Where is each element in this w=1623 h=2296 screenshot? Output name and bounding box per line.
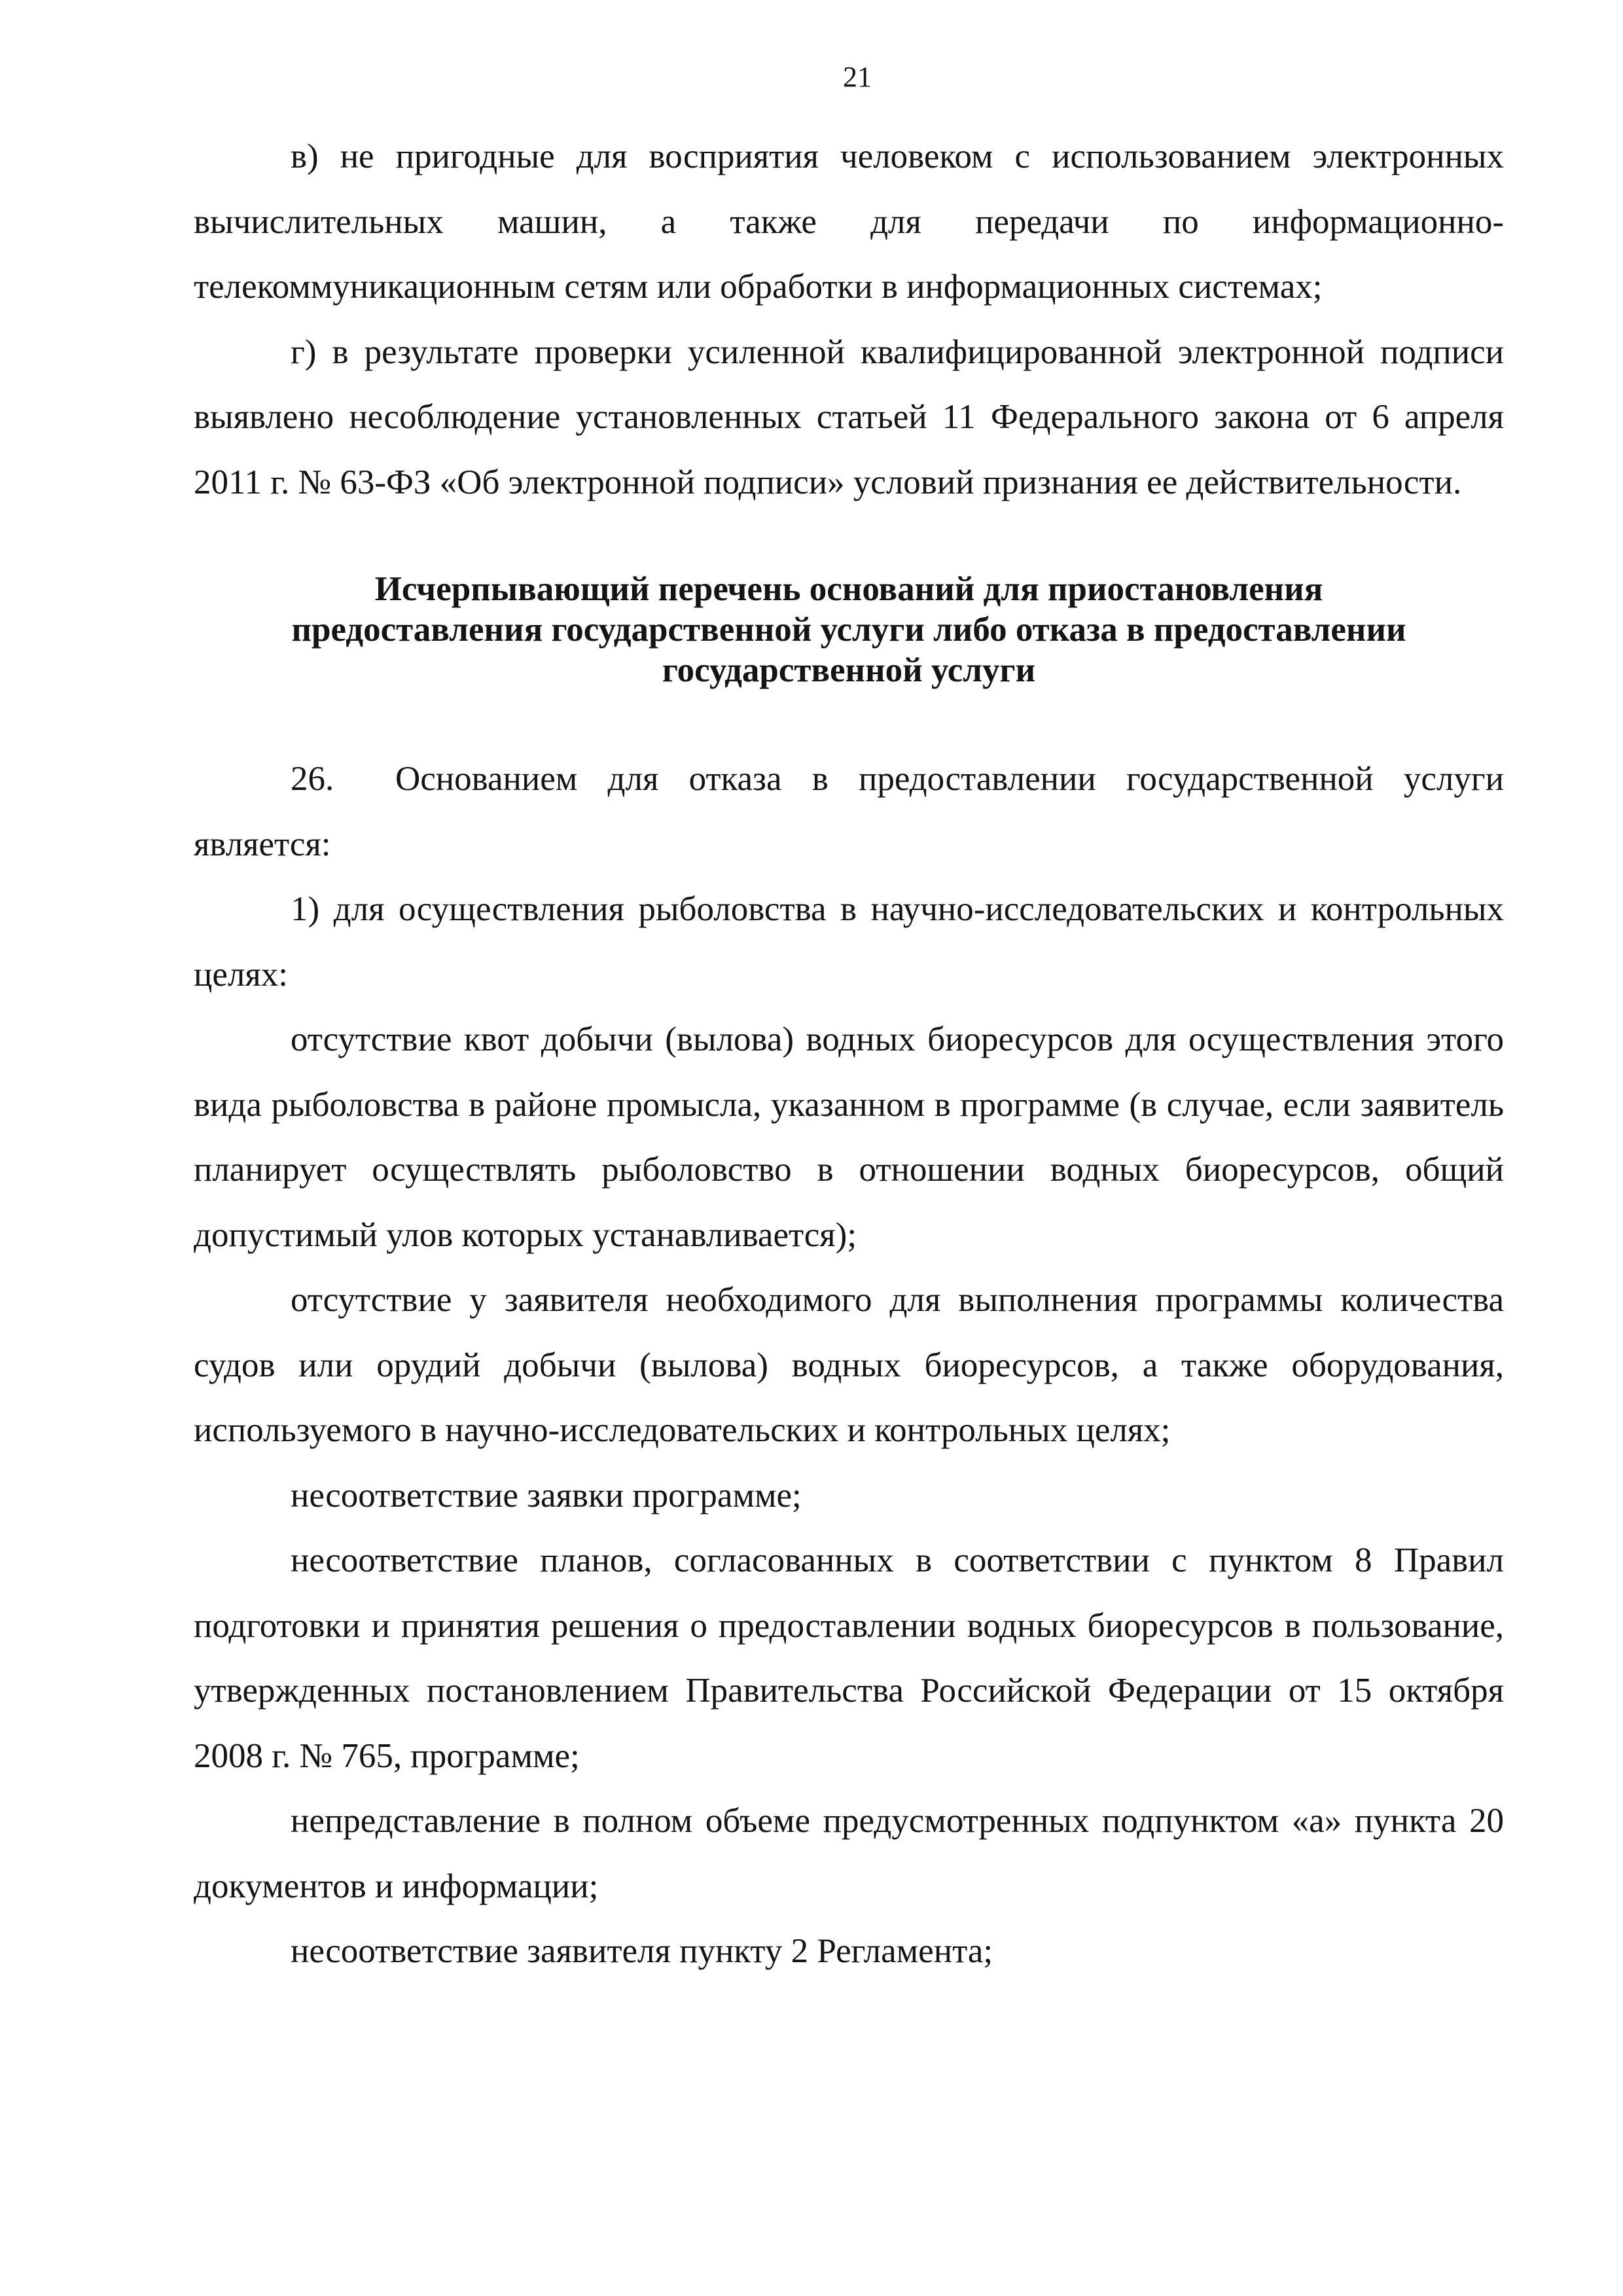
paragraph-plans-mismatch: несоответствие планов, согласованных в соответствии с пунктом 8 Правил подготовки и принятия решения о предоставлении водных биоресурсов в пользование, утвержденных постановлением Правительства Российской Федерации от 15 октября 2008 г. № 765, программе; [194, 1541, 1504, 1775]
paragraph-application-mismatch: несоответствие заявки программе; [291, 1476, 802, 1515]
page-number: 21 [843, 61, 872, 93]
section-heading-line: предоставления государственной услуги либо отказа в предоставлении [291, 611, 1406, 649]
section-heading-line: Исчерпывающий перечень оснований для приостановления [374, 570, 1323, 608]
paragraph-item-1: 1) для осуществления рыболовства в научно-исследовательских и контрольных целях: [194, 890, 1504, 994]
clause-number: 26. [291, 760, 334, 798]
section-heading [194, 569, 1504, 691]
paragraph-no-quotas: отсутствие квот добычи (вылова) водных биоресурсов для осуществления этого вида рыболовства в районе промысла, указанном в программе (в случае, если заявитель планирует осуществлять рыболовство в отношении водных биоресурсов, общий допустимый улов которых устанавливается); [194, 1020, 1504, 1254]
document-body [194, 124, 1504, 1984]
clause-26 [194, 747, 1504, 877]
paragraph-applicant-mismatch: несоответствие заявителя пункту 2 Регламента; [291, 1932, 993, 1970]
section-heading-line: государственной услуги [662, 651, 1036, 689]
clause-text: Основанием для отказа в предоставлении государственной услуги является: [194, 760, 1504, 863]
paragraph-g: г) в результате проверки усиленной квалифицированной электронной подписи выявлено несоблюдение установленных статьей 11 Федерального закона от 6 апреля 2011 г. № 63-ФЗ «Об электронной подписи» условий признания ее действительности. [194, 332, 1504, 501]
paragraph-incomplete-documents: непредставление в полном объеме предусмотренных подпунктом «а» пункта 20 документов и информации; [194, 1802, 1504, 1905]
paragraph-no-vessels: отсутствие у заявителя необходимого для выполнения программы количества судов или орудий добычи (вылова) водных биоресурсов, а также оборудования, используемого в научно-исследовательских и контрольных целях; [194, 1281, 1504, 1449]
paragraph-v: в) не пригодные для восприятия человеком с использованием электронных вычислительных машин, а также для передачи по информационно-телекоммуникационным сетям или обработки в информационных системах; [194, 137, 1504, 306]
